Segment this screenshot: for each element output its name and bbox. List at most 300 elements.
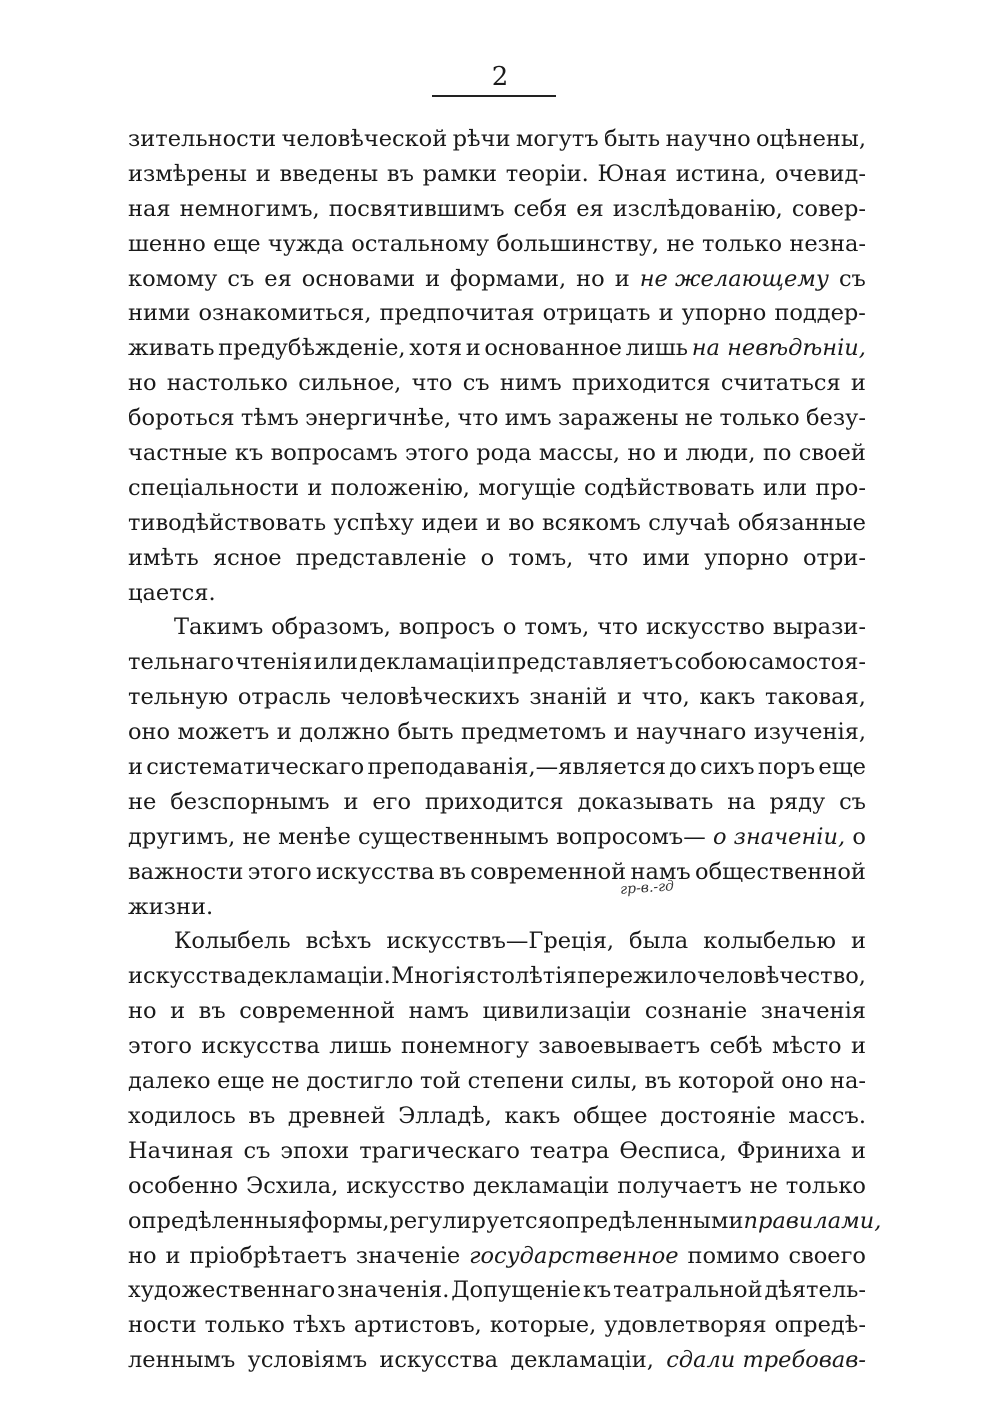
word: театра — [529, 1137, 610, 1164]
word: посвятившимъ — [328, 195, 505, 222]
word: ея — [576, 195, 604, 222]
word: содѣйствовать — [583, 474, 755, 501]
word: оно — [128, 719, 171, 746]
word: упорно — [681, 300, 767, 327]
word: къ — [582, 1277, 612, 1304]
word: мѣсто — [771, 1033, 842, 1060]
word: положенію, — [330, 474, 470, 501]
word: значенія — [760, 998, 866, 1025]
word: Многія — [391, 963, 476, 990]
word: упорно — [704, 544, 789, 571]
word: декламаціи. — [247, 963, 391, 990]
word: искусствъ—Греція, — [386, 928, 615, 955]
word: опредѣ- — [774, 1312, 866, 1339]
word: научно — [665, 126, 751, 152]
word: приходится — [571, 370, 711, 397]
word: поръ — [757, 754, 816, 781]
word: другимъ, — [128, 823, 236, 850]
word: и — [255, 160, 271, 187]
word: еще — [217, 1068, 265, 1095]
text-line — [128, 122, 866, 157]
text-line — [128, 366, 866, 401]
word: спеціальности — [128, 474, 300, 501]
word: завоевываетъ — [538, 1033, 701, 1060]
word: искусства — [315, 858, 435, 885]
word: только — [719, 405, 800, 432]
word: только — [701, 230, 783, 257]
text-line — [128, 994, 866, 1029]
word: важности — [128, 858, 244, 885]
word: предубѣжденіе, — [218, 335, 406, 362]
word: во — [508, 509, 535, 536]
word: далеко — [128, 1068, 211, 1095]
word: образомъ, — [271, 614, 391, 641]
word: сихъ — [699, 754, 755, 781]
word: современной — [470, 858, 627, 885]
word: леннымъ — [128, 1347, 236, 1374]
word: всѣхъ — [305, 928, 372, 955]
word: человѣчество, — [697, 963, 866, 990]
word: сдали требовав- — [666, 1347, 866, 1374]
word: рѣчи — [452, 126, 511, 152]
text-line — [128, 890, 866, 925]
word: значеніе — [355, 1242, 461, 1269]
text-line — [128, 1273, 866, 1308]
word: сознаніе — [644, 998, 748, 1025]
word: формы, — [301, 1207, 390, 1234]
word: считаться — [720, 370, 841, 397]
text-line — [128, 1134, 866, 1169]
word: въ — [438, 858, 466, 885]
word: удовлетворяя — [604, 1312, 767, 1339]
text-line — [128, 1343, 866, 1378]
word: тельнаго — [128, 649, 235, 676]
word: лишь — [625, 335, 689, 362]
word: хотя — [409, 335, 463, 362]
word: въ — [386, 160, 414, 187]
word: ясное — [212, 544, 282, 571]
word: правилами, — [743, 1207, 882, 1234]
word: не — [749, 1172, 778, 1199]
word: чтенія — [235, 649, 313, 676]
word: отрасль — [237, 684, 331, 711]
word: регулируется — [389, 1207, 552, 1234]
word: и — [850, 1033, 866, 1060]
text-line — [128, 506, 866, 541]
word: какъ — [504, 1102, 561, 1129]
word: научнаго — [636, 719, 747, 746]
text-line — [128, 1099, 866, 1134]
word: всякомъ — [541, 509, 641, 536]
text-line — [128, 855, 866, 890]
word: и — [851, 1137, 866, 1164]
word: искусства — [379, 1347, 499, 1374]
word: не — [271, 1068, 300, 1095]
word: представляетъ — [496, 649, 674, 676]
word: силы, — [570, 1068, 638, 1095]
word: себя — [513, 195, 568, 222]
word: могутъ — [515, 126, 599, 152]
word: его — [372, 788, 411, 815]
word: еще — [213, 230, 261, 257]
word: поддер- — [774, 300, 866, 327]
word: отри- — [803, 544, 866, 571]
page-number: 2 — [491, 62, 509, 92]
word: и — [850, 370, 866, 397]
word: не — [242, 823, 271, 850]
word: своей — [798, 440, 866, 467]
word: общее — [572, 1102, 648, 1129]
word: незна- — [789, 230, 866, 257]
word: общественной — [695, 858, 866, 885]
word: но — [128, 370, 157, 397]
word: не — [684, 405, 714, 432]
word: люди, — [685, 440, 756, 467]
word: съ — [462, 370, 490, 397]
word: не — [666, 230, 695, 257]
word: чужда — [267, 230, 344, 257]
word: о — [502, 614, 517, 641]
word: до — [669, 754, 697, 781]
word: пережило — [577, 963, 697, 990]
word: искусства — [128, 963, 247, 990]
word: Фриниха — [736, 1137, 842, 1164]
word: существеннымъ — [358, 823, 549, 850]
text-line — [128, 924, 866, 959]
word: пріобрѣтаетъ — [189, 1242, 347, 1269]
word: жизни. — [128, 893, 214, 920]
word: только — [785, 1172, 866, 1199]
word: что, — [641, 684, 690, 711]
word: опредѣленныя — [128, 1207, 302, 1234]
word: достигло — [306, 1068, 414, 1095]
word: и — [128, 754, 143, 781]
word: и — [276, 719, 292, 746]
word: въ — [248, 1102, 276, 1129]
text-line — [128, 750, 866, 785]
word: декламаціи, — [510, 1347, 654, 1374]
text-line — [128, 331, 866, 366]
handwritten-annotation: гр-в.-гд — [619, 878, 675, 898]
word: случаѣ — [648, 509, 731, 536]
word: понемногу — [401, 1033, 529, 1060]
word: Юная — [597, 160, 668, 187]
word: но — [128, 1242, 157, 1269]
word: и — [485, 509, 501, 536]
word: художественнаго — [128, 1277, 336, 1304]
word: ряду — [769, 788, 826, 815]
word: очевид- — [775, 160, 866, 187]
word: идеи — [421, 509, 479, 536]
word: Такимъ — [174, 614, 264, 641]
word: помимо — [687, 1242, 780, 1269]
word: собою — [674, 649, 748, 676]
word: и — [616, 684, 632, 711]
word: искусства — [201, 1033, 320, 1060]
word: оно — [781, 1068, 824, 1095]
word: предметомъ — [461, 719, 607, 746]
word: Колыбель — [174, 928, 291, 955]
word: и — [425, 265, 441, 292]
word: основами — [301, 265, 416, 292]
word: о — [480, 544, 495, 571]
word: какъ — [699, 684, 756, 711]
word: вырази- — [772, 614, 866, 641]
word: частные — [128, 440, 228, 467]
word: основанное — [484, 335, 622, 362]
word: формами, — [450, 265, 567, 292]
text-line — [128, 1204, 882, 1239]
word: и — [343, 788, 359, 815]
word: доказывать — [577, 788, 714, 815]
word: древней — [287, 1102, 386, 1129]
word: измѣрены — [128, 160, 247, 187]
word: еще — [818, 754, 866, 781]
word: настолько — [166, 370, 288, 397]
word: и — [307, 474, 323, 501]
word: массъ. — [788, 1102, 866, 1129]
text-line — [128, 227, 866, 262]
word: лишь — [329, 1033, 392, 1060]
word: ознакомиться, — [198, 300, 372, 327]
word: систематическаго — [146, 754, 365, 781]
word: декламаціи — [359, 649, 496, 676]
text-line — [128, 157, 866, 192]
word: изученія, — [753, 719, 866, 746]
text-line — [128, 192, 866, 227]
word: что — [597, 614, 639, 641]
word: ходилось — [128, 1102, 236, 1129]
word: и — [165, 1242, 181, 1269]
word: колыбелью — [703, 928, 837, 955]
word: на — [727, 788, 756, 815]
word: таковая, — [765, 684, 866, 711]
word: Ѳесписа, — [619, 1137, 727, 1164]
word: намъ — [408, 998, 469, 1025]
word: томъ, — [508, 544, 574, 571]
word: имъ — [504, 405, 552, 432]
word: про- — [815, 474, 866, 501]
text-line — [128, 1239, 866, 1274]
word: нимъ — [499, 370, 562, 397]
word: ная — [128, 195, 171, 222]
word: государственное — [469, 1242, 679, 1269]
word: Допущеніе — [451, 1277, 582, 1304]
word: отрицать — [542, 300, 651, 327]
text-line — [128, 1029, 866, 1064]
word: но — [128, 998, 157, 1025]
word: безспорнымъ — [170, 788, 330, 815]
word: ними — [128, 300, 191, 327]
word: что — [411, 370, 453, 397]
word: тѣхъ — [292, 1312, 346, 1339]
word: этого — [404, 440, 469, 467]
word: съ — [839, 788, 866, 815]
word: массы, — [538, 440, 621, 467]
word: вопросомъ— — [556, 823, 706, 850]
text-line — [128, 471, 866, 506]
word: только — [204, 1312, 285, 1339]
word: сильное, — [298, 370, 402, 397]
text-line — [128, 1308, 866, 1343]
text-line — [128, 262, 866, 297]
word: должно — [299, 719, 391, 746]
word: немногимъ, — [179, 195, 320, 222]
word: введены — [279, 160, 379, 187]
word: цивилизаціи — [482, 998, 632, 1025]
text-line — [128, 715, 866, 750]
text-line — [128, 820, 866, 855]
word: рамки — [422, 160, 498, 187]
word: и — [613, 719, 629, 746]
header-rule — [432, 95, 556, 97]
word: Элладѣ, — [398, 1102, 492, 1129]
word: о значеніи, — [712, 823, 846, 850]
body-text — [128, 122, 882, 1378]
word: о — [852, 823, 866, 850]
word: степени — [467, 1068, 565, 1095]
word: или — [762, 474, 808, 501]
word: дѣятель- — [764, 1277, 866, 1304]
word: изслѣдованію, — [612, 195, 783, 222]
word: но — [627, 440, 656, 467]
text-line — [128, 680, 866, 715]
word: но — [576, 265, 605, 292]
word: на- — [829, 1068, 866, 1095]
word: въ — [198, 998, 226, 1025]
word: знаній — [529, 684, 608, 711]
word: себѣ — [709, 1033, 763, 1060]
word: томъ, — [524, 614, 590, 641]
word: заражены — [557, 405, 679, 432]
word: и — [465, 335, 481, 362]
word: шенно — [128, 230, 206, 257]
word: эпохи — [280, 1137, 350, 1164]
word: по — [762, 440, 792, 467]
word: цается. — [128, 579, 216, 606]
word: можетъ — [177, 719, 270, 746]
word: и — [663, 440, 679, 467]
text-line — [128, 541, 866, 576]
word: совер- — [791, 195, 866, 222]
word: значенія. — [336, 1277, 450, 1304]
word: съ — [243, 1137, 271, 1164]
word: условіямъ — [247, 1347, 368, 1374]
word: остальному — [351, 230, 490, 257]
text-line — [128, 436, 866, 471]
word: бороться — [128, 405, 235, 432]
word: могущіе — [478, 474, 576, 501]
word: Начиная — [128, 1137, 234, 1164]
word: которые, — [489, 1312, 597, 1339]
word: преподаванія,—является — [367, 754, 667, 781]
word: Эсхила, — [245, 1172, 339, 1199]
word: той — [419, 1068, 461, 1095]
word: ности — [128, 1312, 197, 1339]
word: съ — [227, 265, 255, 292]
word: получаетъ — [617, 1172, 742, 1199]
word: тиводѣйствовать — [128, 509, 327, 536]
word: трагическаго — [359, 1137, 520, 1164]
word: зительности — [128, 126, 277, 152]
word: этого — [247, 858, 312, 885]
word: оцѣнены, — [756, 126, 866, 152]
word: обязанные — [737, 509, 866, 536]
word: самостоя- — [748, 649, 866, 676]
word: этого — [128, 1033, 192, 1060]
word: искусство — [646, 614, 765, 641]
word: быть — [604, 126, 661, 152]
text-line — [128, 1169, 866, 1204]
word: столѣтія — [476, 963, 577, 990]
word: была — [629, 928, 689, 955]
word: и — [170, 998, 186, 1025]
word: которой — [678, 1068, 775, 1095]
word: человѣческой — [281, 126, 448, 152]
word: менѣе — [278, 823, 351, 850]
word: тѣмъ — [240, 405, 299, 432]
text-line — [128, 576, 866, 611]
word: комому — [128, 265, 218, 292]
word: теоріи. — [505, 160, 589, 187]
word: современной — [239, 998, 396, 1025]
word: представленіе — [295, 544, 467, 571]
word: своего — [788, 1242, 866, 1269]
word: имѣть — [128, 544, 199, 571]
word: живать — [128, 335, 215, 362]
word: театральной — [613, 1277, 763, 1304]
word: ими — [642, 544, 690, 571]
word: ея — [264, 265, 292, 292]
word: вопросамъ — [270, 440, 398, 467]
word: что — [457, 405, 499, 432]
word: рода — [476, 440, 532, 467]
word: не желающему — [639, 265, 829, 292]
text-line — [128, 296, 866, 331]
word: въ — [644, 1068, 672, 1095]
word: или — [313, 649, 358, 676]
word: къ — [234, 440, 264, 467]
text-line — [128, 1064, 866, 1099]
word: достояніе — [660, 1102, 776, 1129]
text-line — [128, 401, 866, 436]
word: энергичнѣе, — [305, 405, 452, 432]
word: намъ — [630, 858, 691, 885]
word: опредѣленными — [551, 1207, 744, 1234]
text-line — [128, 645, 866, 680]
word: и — [851, 928, 866, 955]
word: особенно — [128, 1172, 239, 1199]
word: истина, — [675, 160, 767, 187]
word: артистовъ, — [353, 1312, 482, 1339]
word: что — [587, 544, 629, 571]
word: безу- — [806, 405, 866, 432]
text-line — [128, 959, 866, 994]
word: и — [658, 300, 674, 327]
word: большинству, — [496, 230, 660, 257]
word: искусство — [346, 1172, 465, 1199]
word: съ — [838, 265, 866, 292]
word: вопросъ — [398, 614, 495, 641]
text-line — [128, 785, 866, 820]
word: тельную — [128, 684, 229, 711]
word: и — [614, 265, 630, 292]
text-line — [128, 610, 866, 645]
word: на невѣдѣніи, — [691, 335, 866, 362]
word: декламаціи — [472, 1172, 610, 1199]
word: не — [128, 788, 157, 815]
word: предпочитая — [379, 300, 535, 327]
